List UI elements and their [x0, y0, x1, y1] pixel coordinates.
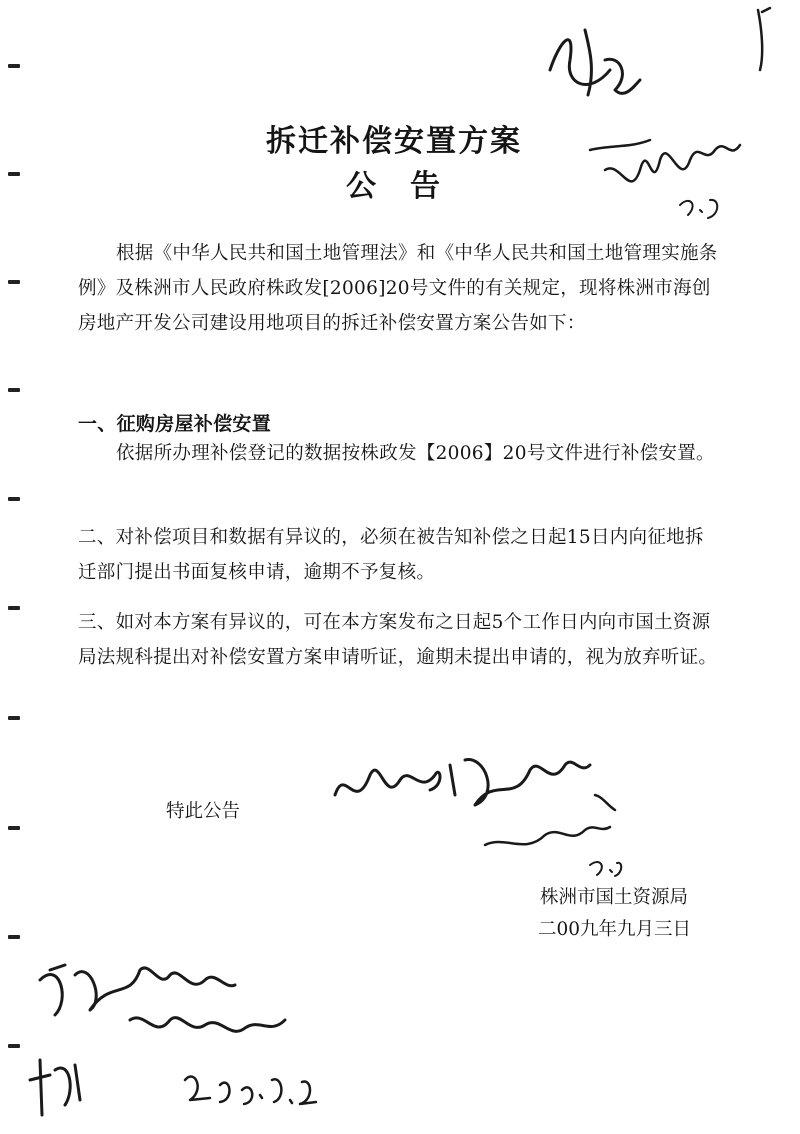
binding-mark [8, 497, 20, 501]
section-1-heading: 一、征购房屋补偿安置 [78, 413, 272, 435]
binding-mark [8, 935, 20, 939]
intro-paragraph: 根据《中华人民共和国土地管理法》和《中华人民共和国土地管理实施条例》及株洲市人民政府株政发[2006]20号文件的有关规定，现将株洲市海创房地产开发公司建设用地项目的拆迁补偿安置方案公告如下： [78, 243, 718, 334]
binding-mark [8, 826, 20, 830]
binding-mark [8, 1044, 20, 1048]
binding-mark [8, 716, 20, 720]
handwritten-signature-middle [325, 735, 625, 885]
handwritten-annotation-bottom-left [20, 940, 340, 1130]
issue-date: 二00九年九月三日 [538, 919, 692, 940]
document-title: 拆迁补偿安置方案 [266, 124, 522, 159]
issuer-name: 株洲市国土资源局 [540, 887, 689, 908]
section-2-body: 二、对补偿项目和数据有异议的，必须在被告知补偿之日起15日内向征地拆迁部门提出书面复核申请，逾期不予复核。 [78, 527, 704, 583]
binding-mark [8, 388, 20, 392]
binding-mark [8, 606, 20, 610]
document-subtitle: 公告 [346, 169, 474, 204]
binding-mark [8, 64, 20, 68]
binding-mark [8, 280, 20, 284]
closing-line: 特此公告 [166, 801, 241, 822]
section-3-body: 三、如对本方案有异议的，可在本方案发布之日起5个工作日内向市国土资源局法规科提出对补偿安置方案申请听证，逾期未提出申请的，视为放弃听证。 [78, 612, 718, 668]
handwritten-annotation-top-right [530, 0, 800, 230]
section-1-body: 依据所办理补偿登记的数据按株政发【2006】20号文件进行补偿安置。 [116, 443, 715, 464]
